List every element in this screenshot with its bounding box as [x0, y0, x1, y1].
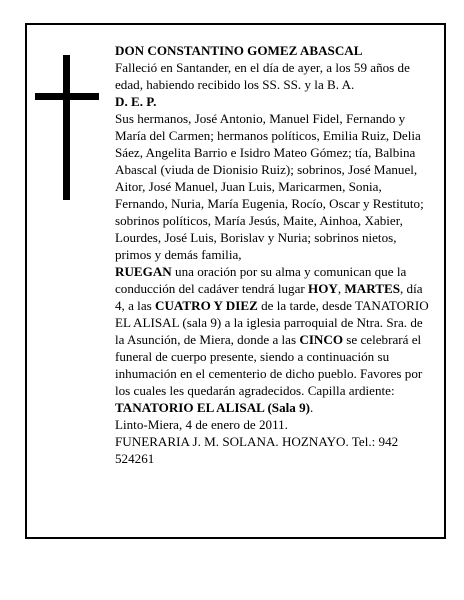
funeral-home: FUNERARIA J. M. SOLANA. HOZNAYO. Tel.: 942 524261 — [115, 434, 399, 466]
cross-vertical-bar — [63, 55, 70, 200]
cross-icon — [35, 55, 99, 200]
ruegan-word: RUEGAN — [115, 264, 172, 279]
dep-line: D. E. P. — [115, 94, 157, 109]
death-announcement: Falleció en Santander, en el día de ayer, a los 59 años de edad, habiendo recibido los SS. SS. y la B. A. — [115, 60, 410, 92]
place-date: Linto-Miera, 4 de enero de 2011. — [115, 417, 288, 432]
request-text-4: se celebrará el funeral de cuerpo presente, siendo a continuación su inhumación en el cementerio de dicho pueblo. Favores por los cuales les quedarán agradecidos. Capilla ardiente: — [115, 332, 423, 398]
cinco-word: CINCO — [299, 332, 344, 347]
deceased-name: DON CONSTANTINO GOMEZ ABASCAL — [115, 43, 363, 58]
martes-word: MARTES — [344, 281, 400, 296]
obituary-notice — [25, 23, 446, 539]
family-list: Sus hermanos, José Antonio, Manuel Fidel, Fernando y María del Carmen; hermanos políticos, Emilia Ruiz, Delia Sáez, Angelita Barrio e Isidro Mateo Gómez; tía, Balbina Abascal (viuda de Dionisio Ruiz); sobrinos, José Manuel, Aitor, José Manuel, Juan Luis, Maricarmen, Sonia, Fernando, Nuria, María Eugenia, Rocío, Oscar y Restituto; sobrinos políticos, María Jesús, Maite, Ainhoa, Xabier, Lourdes, José Luis, Borislav y Nuria; sobrinos nietos, primos y demás familia, — [115, 111, 424, 262]
cross-horizontal-bar — [35, 93, 99, 100]
request-text-3: de la tarde, desde TANATORIO EL ALISAL (sala 9) a la iglesia parroquial de Ntra. Sra. de la Asunción, de Miera, donde a las — [115, 298, 429, 347]
request-text-2: , día 4, a las — [115, 281, 423, 313]
time-words: CUATRO Y DIEZ — [155, 298, 258, 313]
request-text-1: una oración por su alma y comunican que la conducción del cadáver tendrá lugar — [115, 264, 407, 296]
chapel-name: TANATORIO EL ALISAL (Sala 9) — [115, 400, 311, 415]
notice-text — [115, 42, 431, 467]
hoy-word: HOY — [308, 281, 338, 296]
funeral-request — [115, 263, 431, 416]
request-text-5: . — [310, 400, 314, 415]
request-separator: , — [337, 281, 345, 296]
